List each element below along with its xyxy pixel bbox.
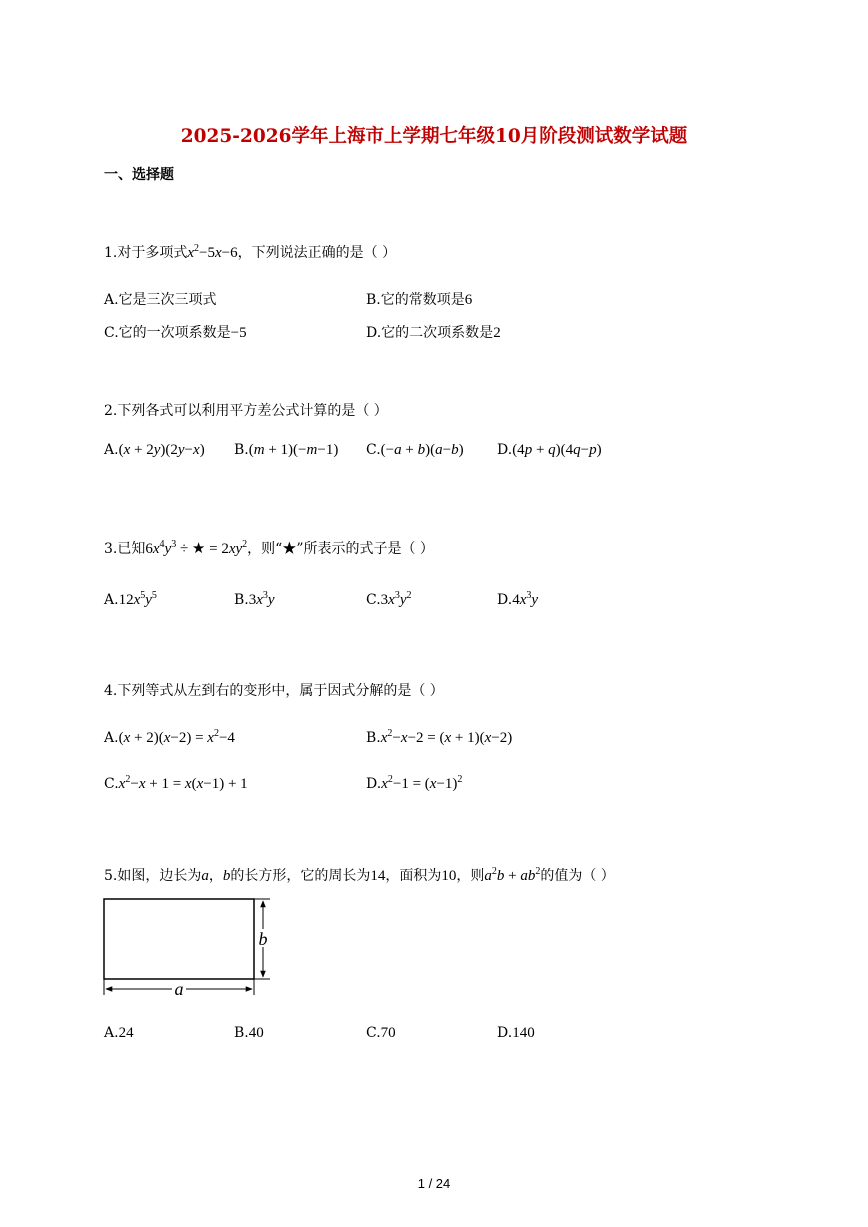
document-title: 2025-2026学年上海市上学期七年级10月阶段测试数学试题 bbox=[180, 126, 688, 147]
q3-option-a-label: A. bbox=[104, 592, 119, 608]
q1-polynomial: $x^2-5x-6$ bbox=[187, 243, 238, 261]
q5-text-3: 的长方形，它的周长为 bbox=[230, 868, 371, 884]
q3-option-c[interactable] bbox=[366, 592, 412, 609]
q3-option-c-label: C. bbox=[366, 592, 381, 608]
q5-option-c-value: 70 bbox=[380, 1025, 396, 1041]
q1-option-b[interactable] bbox=[366, 289, 472, 309]
q5-text-2: ， bbox=[208, 868, 223, 884]
q2-option-c[interactable] bbox=[366, 442, 464, 459]
q1-option-d-value: 2 bbox=[493, 325, 501, 341]
q3-option-b-label: B. bbox=[234, 592, 249, 608]
q3-option-d-expr: $4x^3y$ bbox=[512, 590, 539, 608]
q4-option-d-label: D. bbox=[366, 776, 382, 792]
rectangle-figure bbox=[98, 893, 278, 1001]
question-1-stem bbox=[104, 242, 396, 262]
q3-option-d[interactable] bbox=[497, 592, 538, 609]
q4-option-b-expr: $x^2-x-2 = (x + 1)(x-2)$ bbox=[380, 728, 513, 746]
q1-option-a-text: A.它是三次三项式 bbox=[104, 292, 217, 308]
q1-option-b-value: 6 bbox=[464, 292, 473, 308]
page-number: 1 / 24 bbox=[417, 1176, 451, 1191]
q5-option-c-label: C. bbox=[366, 1025, 381, 1041]
q1-option-c-text: C.它的一次项系数是 bbox=[104, 325, 231, 341]
q3-option-a[interactable] bbox=[104, 592, 157, 609]
q4-option-a[interactable] bbox=[104, 730, 235, 747]
q5-text-1: 5.如图，边长为 bbox=[104, 868, 202, 884]
question-3-stem bbox=[104, 538, 434, 558]
q2-option-b-expr: (m + 1)(−m−1) bbox=[248, 442, 339, 458]
q3-option-d-label: D. bbox=[497, 592, 513, 608]
q5-text-5: ，则 bbox=[456, 868, 485, 884]
q5-area: 10 bbox=[441, 868, 457, 884]
rectangle-shape bbox=[104, 899, 254, 979]
q3-option-c-expr: $3x^3y^2$ bbox=[380, 590, 412, 608]
q5-expression: $a^2b + ab^2$ bbox=[484, 866, 541, 884]
q5-option-b-label: B. bbox=[234, 1025, 249, 1041]
q2-option-a-label: A. bbox=[104, 442, 119, 458]
q1-option-a[interactable] bbox=[104, 289, 217, 309]
q5-option-d[interactable] bbox=[497, 1025, 535, 1042]
q4-option-c[interactable] bbox=[104, 776, 248, 793]
q5-option-b-value: 40 bbox=[248, 1025, 264, 1041]
q1-option-d[interactable] bbox=[366, 322, 501, 342]
q5-var-b: b bbox=[222, 868, 231, 884]
q4-option-a-label: A. bbox=[104, 730, 119, 746]
q4-option-b-label: B. bbox=[366, 730, 381, 746]
q3-prefix: 3.已知 bbox=[104, 541, 146, 557]
q2-option-d[interactable] bbox=[497, 442, 602, 459]
q1-prefix: 1.对于多项式 bbox=[104, 245, 188, 261]
q2-option-c-expr: (−a + b)(a−b) bbox=[380, 442, 464, 458]
q4-option-d[interactable] bbox=[366, 776, 462, 793]
q1-option-c[interactable] bbox=[104, 322, 247, 342]
q4-option-a-expr: $(x + 2)(x-2) = x^2-4$ bbox=[118, 728, 235, 746]
q4-option-c-label: C. bbox=[104, 776, 119, 792]
q3-option-a-expr: $12x^5y^5$ bbox=[118, 590, 157, 608]
q1-option-b-text: B.它的常数项是 bbox=[366, 292, 465, 308]
label-a: a bbox=[174, 979, 184, 999]
q1-option-c-value: −5 bbox=[230, 325, 247, 341]
q2-option-d-expr: (4p + q)(4q−p) bbox=[512, 442, 602, 458]
q3-suffix: ，则“★”所表示的式子是（ ） bbox=[247, 541, 434, 557]
q5-text-4: ，面积为 bbox=[385, 868, 442, 884]
question-4-stem: 4.下列等式从左到右的变形中，属于因式分解的是（ ） bbox=[104, 683, 444, 699]
q5-option-c[interactable] bbox=[366, 1025, 396, 1042]
q5-option-b[interactable] bbox=[234, 1025, 264, 1042]
q5-option-a[interactable] bbox=[104, 1025, 134, 1042]
q2-option-a[interactable] bbox=[104, 442, 205, 459]
q5-option-a-label: A. bbox=[104, 1025, 119, 1041]
q5-option-d-label: D. bbox=[497, 1025, 513, 1041]
q5-option-d-value: 140 bbox=[512, 1025, 535, 1041]
q1-suffix: ，下列说法正确的是（ ） bbox=[237, 245, 397, 261]
q4-option-c-expr: $x^2-x + 1 = x(x-1) + 1$ bbox=[118, 774, 248, 792]
q1-option-d-text: D.它的二次项系数是 bbox=[366, 325, 494, 341]
question-2-stem: 2.下列各式可以利用平方差公式计算的是（ ） bbox=[104, 403, 388, 419]
q2-option-a-expr: (x + 2y)(2y−x) bbox=[118, 442, 205, 458]
q5-var-a: a bbox=[201, 868, 209, 884]
q3-option-b[interactable] bbox=[234, 592, 275, 609]
q4-option-d-expr: $x^2-1 = (x-1)^2$ bbox=[381, 774, 463, 792]
q2-option-d-label: D. bbox=[497, 442, 513, 458]
q5-text-6: 的值为（ ） bbox=[540, 868, 615, 884]
section-heading: 一、选择题 bbox=[104, 167, 174, 183]
q2-option-b[interactable] bbox=[234, 442, 338, 459]
q5-option-a-value: 24 bbox=[118, 1025, 134, 1041]
q4-option-b[interactable] bbox=[366, 730, 512, 747]
label-b: b bbox=[258, 929, 268, 949]
q5-perimeter: 14 bbox=[370, 868, 386, 884]
q2-option-b-label: B. bbox=[234, 442, 249, 458]
question-5-stem bbox=[104, 865, 615, 885]
q2-option-c-label: C. bbox=[366, 442, 381, 458]
q3-equation: $6x^4y^3$ ÷ ★ = $2xy^2$ bbox=[145, 539, 248, 557]
q3-option-b-expr: $3x^3y$ bbox=[248, 590, 275, 608]
